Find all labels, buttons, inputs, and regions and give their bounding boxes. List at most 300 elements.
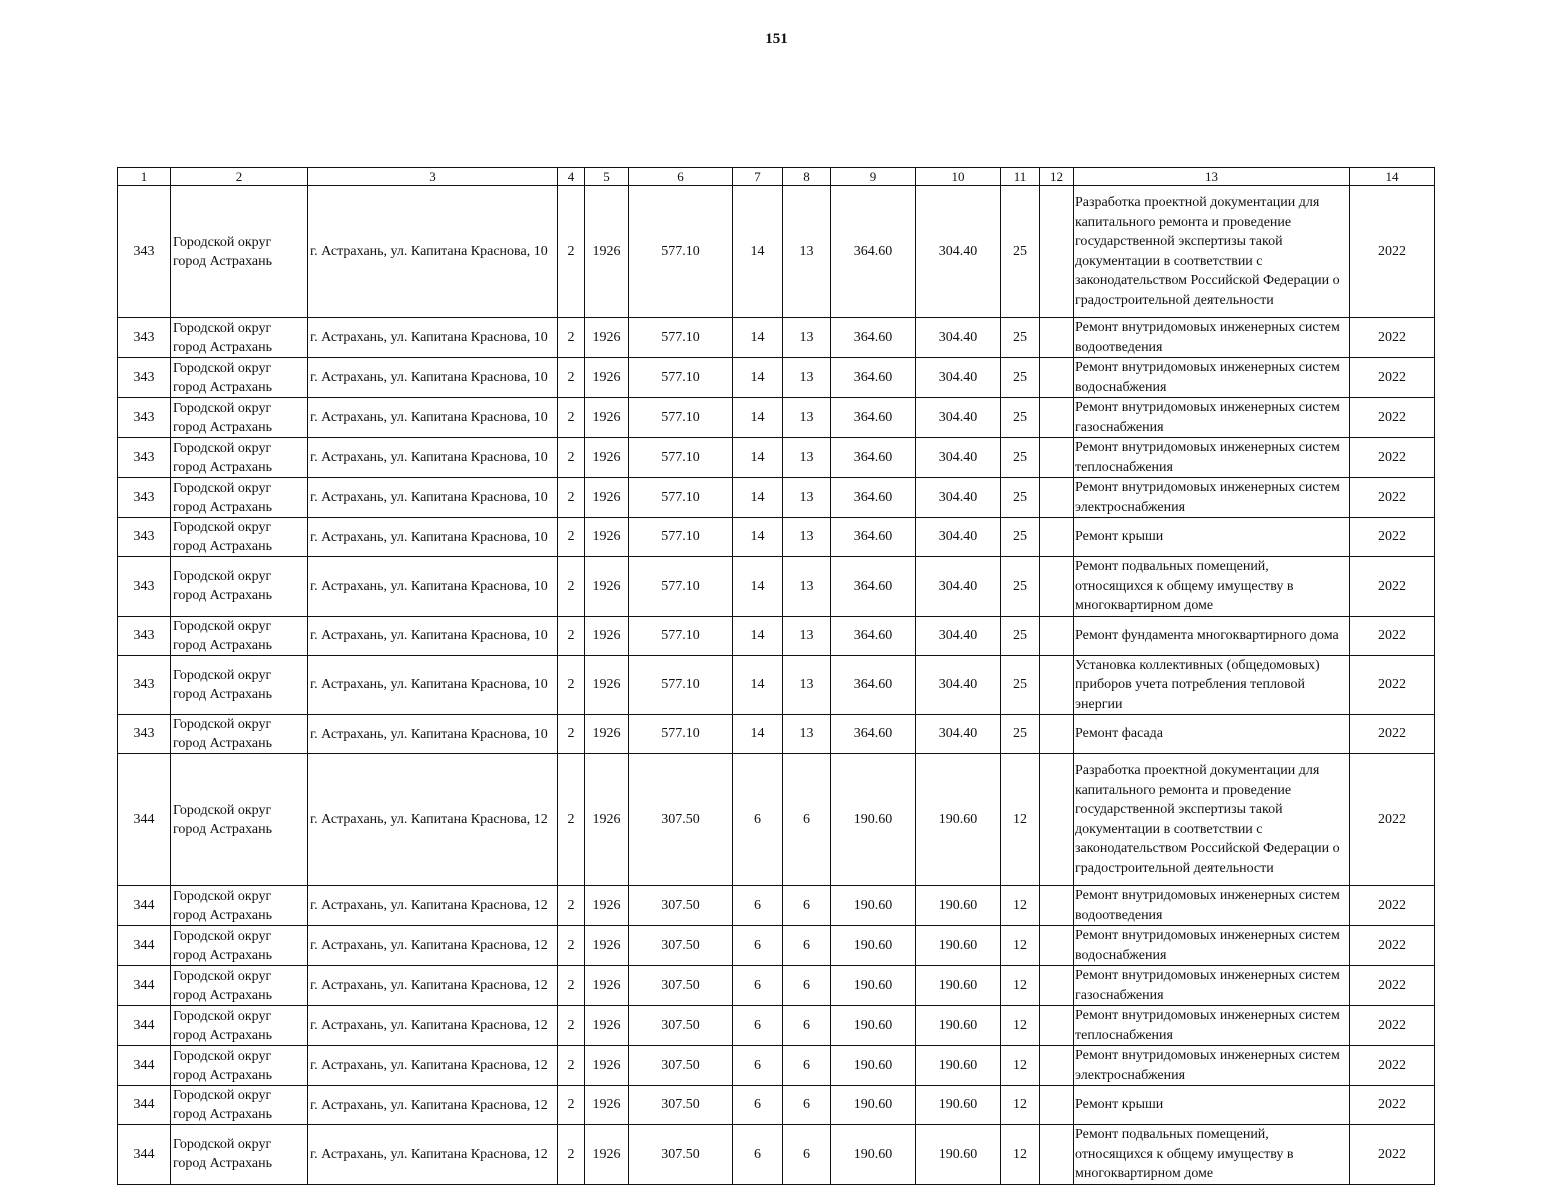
capital-repair-table [117, 167, 1435, 1185]
cell-col-7: 14 [733, 398, 783, 438]
cell-col-9: 364.60 [831, 398, 916, 438]
cell-planned-year: 2022 [1350, 1006, 1435, 1046]
cell-col-9: 364.60 [831, 715, 916, 754]
cell-total-area: 577.10 [629, 557, 733, 617]
cell-col-4: 2 [558, 557, 585, 617]
cell-col-8: 6 [783, 966, 831, 1006]
cell-planned-year: 2022 [1350, 398, 1435, 438]
cell-year-built: 1926 [585, 1046, 629, 1086]
cell-municipality: Городской округ город Астрахань [171, 518, 308, 557]
cell-col-10: 304.40 [916, 655, 1001, 715]
cell-col-8: 6 [783, 926, 831, 966]
cell-col-10: 190.60 [916, 886, 1001, 926]
column-header-3: 3 [308, 168, 558, 186]
cell-total-area: 577.10 [629, 186, 733, 318]
cell-col-4: 2 [558, 715, 585, 754]
cell-total-area: 307.50 [629, 1086, 733, 1125]
cell-col-4: 2 [558, 398, 585, 438]
cell-planned-year: 2022 [1350, 358, 1435, 398]
cell-row-number: 344 [118, 926, 171, 966]
cell-address: г. Астрахань, ул. Капитана Краснова, 10 [308, 715, 558, 754]
cell-col-7: 6 [733, 886, 783, 926]
table-row [118, 1125, 1435, 1185]
cell-col-12 [1040, 318, 1074, 358]
cell-year-built: 1926 [585, 655, 629, 715]
cell-total-area: 577.10 [629, 715, 733, 754]
cell-row-number: 343 [118, 518, 171, 557]
cell-year-built: 1926 [585, 754, 629, 886]
cell-total-area: 577.10 [629, 358, 733, 398]
cell-work-type: Ремонт внутридомовых инженерных систем газоснабжения [1074, 966, 1350, 1006]
cell-total-area: 577.10 [629, 518, 733, 557]
cell-row-number: 343 [118, 616, 171, 655]
column-header-9: 9 [831, 168, 916, 186]
cell-col-10: 304.40 [916, 358, 1001, 398]
cell-col-9: 190.60 [831, 1006, 916, 1046]
cell-work-type: Ремонт внутридомовых инженерных систем электроснабжения [1074, 1046, 1350, 1086]
cell-col-9: 190.60 [831, 1125, 916, 1185]
cell-year-built: 1926 [585, 478, 629, 518]
cell-col-4: 2 [558, 1086, 585, 1125]
cell-col-9: 364.60 [831, 655, 916, 715]
cell-address: г. Астрахань, ул. Капитана Краснова, 12 [308, 1046, 558, 1086]
cell-total-area: 307.50 [629, 1006, 733, 1046]
cell-col-4: 2 [558, 358, 585, 398]
cell-col-9: 364.60 [831, 358, 916, 398]
cell-planned-year: 2022 [1350, 518, 1435, 557]
cell-col-9: 190.60 [831, 886, 916, 926]
cell-planned-year: 2022 [1350, 926, 1435, 966]
cell-col-8: 13 [783, 318, 831, 358]
cell-col-9: 190.60 [831, 754, 916, 886]
cell-col-7: 14 [733, 655, 783, 715]
cell-col-8: 13 [783, 655, 831, 715]
cell-col-12 [1040, 186, 1074, 318]
cell-col-8: 6 [783, 1086, 831, 1125]
cell-col-11: 12 [1001, 886, 1040, 926]
cell-address: г. Астрахань, ул. Капитана Краснова, 10 [308, 616, 558, 655]
cell-col-4: 2 [558, 655, 585, 715]
cell-col-7: 6 [733, 926, 783, 966]
cell-address: г. Астрахань, ул. Капитана Краснова, 12 [308, 926, 558, 966]
cell-row-number: 344 [118, 1125, 171, 1185]
cell-year-built: 1926 [585, 616, 629, 655]
cell-municipality: Городской округ город Астрахань [171, 1086, 308, 1125]
cell-col-12 [1040, 398, 1074, 438]
cell-col-11: 25 [1001, 398, 1040, 438]
cell-col-8: 6 [783, 1006, 831, 1046]
cell-col-4: 2 [558, 318, 585, 358]
column-header-5: 5 [585, 168, 629, 186]
cell-col-10: 190.60 [916, 1006, 1001, 1046]
cell-municipality: Городской округ город Астрахань [171, 478, 308, 518]
cell-col-4: 2 [558, 886, 585, 926]
cell-col-7: 14 [733, 186, 783, 318]
cell-col-11: 12 [1001, 966, 1040, 1006]
cell-municipality: Городской округ город Астрахань [171, 186, 308, 318]
cell-total-area: 577.10 [629, 478, 733, 518]
cell-row-number: 343 [118, 398, 171, 438]
cell-work-type: Ремонт внутридомовых инженерных систем водоотведения [1074, 886, 1350, 926]
column-header-1: 1 [118, 168, 171, 186]
cell-col-12 [1040, 478, 1074, 518]
cell-address: г. Астрахань, ул. Капитана Краснова, 12 [308, 1006, 558, 1046]
cell-address: г. Астрахань, ул. Капитана Краснова, 10 [308, 438, 558, 478]
cell-row-number: 343 [118, 715, 171, 754]
cell-col-4: 2 [558, 926, 585, 966]
cell-year-built: 1926 [585, 1125, 629, 1185]
cell-col-11: 25 [1001, 518, 1040, 557]
cell-total-area: 577.10 [629, 398, 733, 438]
cell-year-built: 1926 [585, 1006, 629, 1046]
cell-planned-year: 2022 [1350, 655, 1435, 715]
cell-col-9: 364.60 [831, 186, 916, 318]
cell-year-built: 1926 [585, 518, 629, 557]
cell-col-4: 2 [558, 518, 585, 557]
cell-col-11: 25 [1001, 616, 1040, 655]
cell-municipality: Городской округ город Астрахань [171, 715, 308, 754]
column-header-10: 10 [916, 168, 1001, 186]
cell-col-4: 2 [558, 1046, 585, 1086]
cell-col-11: 25 [1001, 557, 1040, 617]
cell-work-type: Ремонт внутридомовых инженерных систем водоснабжения [1074, 926, 1350, 966]
cell-col-9: 190.60 [831, 926, 916, 966]
cell-col-12 [1040, 1125, 1074, 1185]
column-header-12: 12 [1040, 168, 1074, 186]
cell-planned-year: 2022 [1350, 886, 1435, 926]
cell-col-11: 12 [1001, 926, 1040, 966]
cell-col-8: 13 [783, 616, 831, 655]
cell-municipality: Городской округ город Астрахань [171, 754, 308, 886]
cell-year-built: 1926 [585, 557, 629, 617]
cell-row-number: 343 [118, 478, 171, 518]
cell-col-4: 2 [558, 438, 585, 478]
cell-col-8: 13 [783, 186, 831, 318]
cell-col-7: 6 [733, 1046, 783, 1086]
cell-total-area: 577.10 [629, 616, 733, 655]
cell-work-type: Ремонт внутридомовых инженерных систем газоснабжения [1074, 398, 1350, 438]
cell-col-7: 14 [733, 358, 783, 398]
cell-col-12 [1040, 655, 1074, 715]
cell-col-7: 14 [733, 318, 783, 358]
table-row [118, 715, 1435, 754]
cell-col-10: 304.40 [916, 557, 1001, 617]
table-row [118, 966, 1435, 1006]
cell-year-built: 1926 [585, 715, 629, 754]
cell-col-12 [1040, 715, 1074, 754]
column-header-4: 4 [558, 168, 585, 186]
cell-col-8: 13 [783, 715, 831, 754]
table-row [118, 186, 1435, 318]
table-row [118, 1006, 1435, 1046]
cell-row-number: 343 [118, 186, 171, 318]
cell-address: г. Астрахань, ул. Капитана Краснова, 10 [308, 358, 558, 398]
cell-col-4: 2 [558, 1006, 585, 1046]
cell-col-10: 304.40 [916, 318, 1001, 358]
cell-year-built: 1926 [585, 318, 629, 358]
cell-work-type: Ремонт внутридомовых инженерных систем теплоснабжения [1074, 1006, 1350, 1046]
cell-col-7: 6 [733, 1125, 783, 1185]
column-header-11: 11 [1001, 168, 1040, 186]
cell-year-built: 1926 [585, 186, 629, 318]
cell-total-area: 577.10 [629, 655, 733, 715]
cell-col-7: 14 [733, 715, 783, 754]
cell-col-12 [1040, 616, 1074, 655]
cell-row-number: 344 [118, 1006, 171, 1046]
cell-col-11: 12 [1001, 1046, 1040, 1086]
column-header-13: 13 [1074, 168, 1350, 186]
cell-municipality: Городской округ город Астрахань [171, 557, 308, 617]
cell-col-11: 25 [1001, 438, 1040, 478]
cell-col-11: 25 [1001, 318, 1040, 358]
cell-address: г. Астрахань, ул. Капитана Краснова, 10 [308, 186, 558, 318]
cell-work-type: Ремонт внутридомовых инженерных систем водоотведения [1074, 318, 1350, 358]
cell-planned-year: 2022 [1350, 557, 1435, 617]
cell-col-9: 364.60 [831, 478, 916, 518]
table-row [118, 518, 1435, 557]
cell-planned-year: 2022 [1350, 318, 1435, 358]
cell-row-number: 343 [118, 438, 171, 478]
cell-col-11: 12 [1001, 1006, 1040, 1046]
cell-planned-year: 2022 [1350, 715, 1435, 754]
cell-planned-year: 2022 [1350, 616, 1435, 655]
cell-work-type: Разработка проектной документации для капитального ремонта и проведение государственной экспертизы такой документации в соответствии с законодательством Российской Федерации о градостроительной деятельности [1074, 186, 1350, 318]
cell-col-7: 14 [733, 557, 783, 617]
cell-col-8: 13 [783, 518, 831, 557]
cell-address: г. Астрахань, ул. Капитана Краснова, 12 [308, 1125, 558, 1185]
cell-col-8: 6 [783, 886, 831, 926]
cell-col-10: 190.60 [916, 1046, 1001, 1086]
cell-col-7: 14 [733, 518, 783, 557]
cell-total-area: 307.50 [629, 926, 733, 966]
cell-work-type: Ремонт внутридомовых инженерных систем водоснабжения [1074, 358, 1350, 398]
cell-col-4: 2 [558, 966, 585, 1006]
table-row [118, 1046, 1435, 1086]
cell-col-11: 12 [1001, 1125, 1040, 1185]
cell-col-8: 6 [783, 1046, 831, 1086]
cell-col-10: 304.40 [916, 438, 1001, 478]
cell-row-number: 344 [118, 754, 171, 886]
cell-col-7: 6 [733, 966, 783, 1006]
cell-col-8: 13 [783, 478, 831, 518]
cell-row-number: 344 [118, 966, 171, 1006]
cell-planned-year: 2022 [1350, 1086, 1435, 1125]
cell-col-10: 304.40 [916, 715, 1001, 754]
cell-work-type: Ремонт фундамента многоквартирного дома [1074, 616, 1350, 655]
cell-work-type: Разработка проектной документации для капитального ремонта и проведение государственной экспертизы такой документации в соответствии с законодательством Российской Федерации о градостроительной деятельности [1074, 754, 1350, 886]
cell-col-12 [1040, 1086, 1074, 1125]
cell-col-10: 304.40 [916, 398, 1001, 438]
cell-col-10: 304.40 [916, 186, 1001, 318]
cell-col-8: 6 [783, 1125, 831, 1185]
cell-municipality: Городской округ город Астрахань [171, 1125, 308, 1185]
cell-row-number: 343 [118, 358, 171, 398]
cell-planned-year: 2022 [1350, 1046, 1435, 1086]
cell-work-type: Ремонт крыши [1074, 1086, 1350, 1125]
cell-col-8: 13 [783, 358, 831, 398]
cell-total-area: 577.10 [629, 318, 733, 358]
cell-col-12 [1040, 926, 1074, 966]
cell-col-9: 190.60 [831, 1046, 916, 1086]
cell-col-11: 25 [1001, 186, 1040, 318]
cell-address: г. Астрахань, ул. Капитана Краснова, 10 [308, 398, 558, 438]
cell-col-9: 190.60 [831, 1086, 916, 1125]
cell-year-built: 1926 [585, 966, 629, 1006]
cell-work-type: Ремонт крыши [1074, 518, 1350, 557]
table-row [118, 398, 1435, 438]
cell-row-number: 344 [118, 1086, 171, 1125]
cell-work-type: Ремонт фасада [1074, 715, 1350, 754]
cell-municipality: Городской округ город Астрахань [171, 1006, 308, 1046]
cell-col-7: 14 [733, 616, 783, 655]
cell-col-7: 6 [733, 1086, 783, 1125]
cell-col-8: 13 [783, 438, 831, 478]
cell-work-type: Ремонт подвальных помещений, относящихся к общему имуществу в многоквартирном доме [1074, 1125, 1350, 1185]
cell-row-number: 343 [118, 557, 171, 617]
table-row [118, 557, 1435, 617]
cell-row-number: 344 [118, 1046, 171, 1086]
cell-total-area: 307.50 [629, 966, 733, 1006]
cell-col-9: 364.60 [831, 518, 916, 557]
cell-planned-year: 2022 [1350, 754, 1435, 886]
cell-col-4: 2 [558, 1125, 585, 1185]
column-number-row [118, 168, 1435, 186]
cell-col-10: 304.40 [916, 518, 1001, 557]
cell-municipality: Городской округ город Астрахань [171, 616, 308, 655]
cell-col-9: 190.60 [831, 966, 916, 1006]
cell-address: г. Астрахань, ул. Капитана Краснова, 10 [308, 318, 558, 358]
cell-col-8: 13 [783, 557, 831, 617]
cell-year-built: 1926 [585, 398, 629, 438]
cell-col-12 [1040, 754, 1074, 886]
table-row [118, 655, 1435, 715]
cell-planned-year: 2022 [1350, 186, 1435, 318]
page-number: 151 [765, 31, 788, 47]
cell-planned-year: 2022 [1350, 966, 1435, 1006]
column-header-8: 8 [783, 168, 831, 186]
cell-address: г. Астрахань, ул. Капитана Краснова, 10 [308, 557, 558, 617]
cell-address: г. Астрахань, ул. Капитана Краснова, 10 [308, 655, 558, 715]
cell-planned-year: 2022 [1350, 478, 1435, 518]
cell-work-type: Ремонт внутридомовых инженерных систем электроснабжения [1074, 478, 1350, 518]
cell-municipality: Городской округ город Астрахань [171, 1046, 308, 1086]
cell-col-9: 364.60 [831, 557, 916, 617]
cell-work-type: Ремонт подвальных помещений, относящихся к общему имуществу в многоквартирном доме [1074, 557, 1350, 617]
table-row [118, 438, 1435, 478]
cell-col-9: 364.60 [831, 438, 916, 478]
cell-col-12 [1040, 438, 1074, 478]
cell-planned-year: 2022 [1350, 1125, 1435, 1185]
cell-col-11: 25 [1001, 358, 1040, 398]
cell-planned-year: 2022 [1350, 438, 1435, 478]
cell-col-10: 190.60 [916, 1086, 1001, 1125]
cell-col-10: 190.60 [916, 1125, 1001, 1185]
cell-municipality: Городской округ город Астрахань [171, 398, 308, 438]
cell-total-area: 577.10 [629, 438, 733, 478]
column-header-6: 6 [629, 168, 733, 186]
table-row [118, 616, 1435, 655]
table-body [118, 186, 1435, 1185]
cell-municipality: Городской округ город Астрахань [171, 966, 308, 1006]
cell-year-built: 1926 [585, 438, 629, 478]
cell-col-4: 2 [558, 186, 585, 318]
cell-municipality: Городской округ город Астрахань [171, 886, 308, 926]
cell-address: г. Астрахань, ул. Капитана Краснова, 12 [308, 1086, 558, 1125]
cell-col-11: 25 [1001, 655, 1040, 715]
cell-municipality: Городской округ город Астрахань [171, 358, 308, 398]
cell-address: г. Астрахань, ул. Капитана Краснова, 12 [308, 754, 558, 886]
cell-col-8: 13 [783, 398, 831, 438]
cell-col-9: 364.60 [831, 318, 916, 358]
cell-total-area: 307.50 [629, 754, 733, 886]
cell-col-4: 2 [558, 478, 585, 518]
cell-col-10: 304.40 [916, 616, 1001, 655]
cell-col-7: 6 [733, 754, 783, 886]
cell-municipality: Городской округ город Астрахань [171, 926, 308, 966]
cell-total-area: 307.50 [629, 1046, 733, 1086]
cell-municipality: Городской округ город Астрахань [171, 318, 308, 358]
cell-col-12 [1040, 1046, 1074, 1086]
cell-col-11: 12 [1001, 1086, 1040, 1125]
column-header-14: 14 [1350, 168, 1435, 186]
cell-work-type: Ремонт внутридомовых инженерных систем теплоснабжения [1074, 438, 1350, 478]
cell-municipality: Городской округ город Астрахань [171, 655, 308, 715]
cell-address: г. Астрахань, ул. Капитана Краснова, 10 [308, 518, 558, 557]
cell-total-area: 307.50 [629, 1125, 733, 1185]
cell-year-built: 1926 [585, 358, 629, 398]
cell-address: г. Астрахань, ул. Капитана Краснова, 10 [308, 478, 558, 518]
cell-col-12 [1040, 886, 1074, 926]
table-row [118, 926, 1435, 966]
cell-col-7: 6 [733, 1006, 783, 1046]
cell-address: г. Астрахань, ул. Капитана Краснова, 12 [308, 966, 558, 1006]
cell-col-12 [1040, 1006, 1074, 1046]
cell-col-4: 2 [558, 616, 585, 655]
cell-col-8: 6 [783, 754, 831, 886]
cell-col-11: 25 [1001, 478, 1040, 518]
cell-col-9: 364.60 [831, 616, 916, 655]
cell-col-11: 25 [1001, 715, 1040, 754]
cell-year-built: 1926 [585, 1086, 629, 1125]
table-row [118, 754, 1435, 886]
cell-col-12 [1040, 518, 1074, 557]
cell-year-built: 1926 [585, 886, 629, 926]
cell-row-number: 344 [118, 886, 171, 926]
table-row [118, 358, 1435, 398]
column-header-7: 7 [733, 168, 783, 186]
cell-col-12 [1040, 966, 1074, 1006]
table-row [118, 886, 1435, 926]
column-header-2: 2 [171, 168, 308, 186]
cell-col-7: 14 [733, 438, 783, 478]
cell-col-7: 14 [733, 478, 783, 518]
cell-year-built: 1926 [585, 926, 629, 966]
table-row [118, 1086, 1435, 1125]
cell-work-type: Установка коллективных (общедомовых) приборов учета потребления тепловой энергии [1074, 655, 1350, 715]
cell-col-12 [1040, 358, 1074, 398]
cell-col-11: 12 [1001, 754, 1040, 886]
cell-municipality: Городской округ город Астрахань [171, 438, 308, 478]
table-row [118, 478, 1435, 518]
cell-row-number: 343 [118, 655, 171, 715]
cell-row-number: 343 [118, 318, 171, 358]
cell-col-10: 304.40 [916, 478, 1001, 518]
cell-col-10: 190.60 [916, 966, 1001, 1006]
cell-col-10: 190.60 [916, 754, 1001, 886]
cell-address: г. Астрахань, ул. Капитана Краснова, 12 [308, 886, 558, 926]
cell-col-10: 190.60 [916, 926, 1001, 966]
cell-total-area: 307.50 [629, 886, 733, 926]
